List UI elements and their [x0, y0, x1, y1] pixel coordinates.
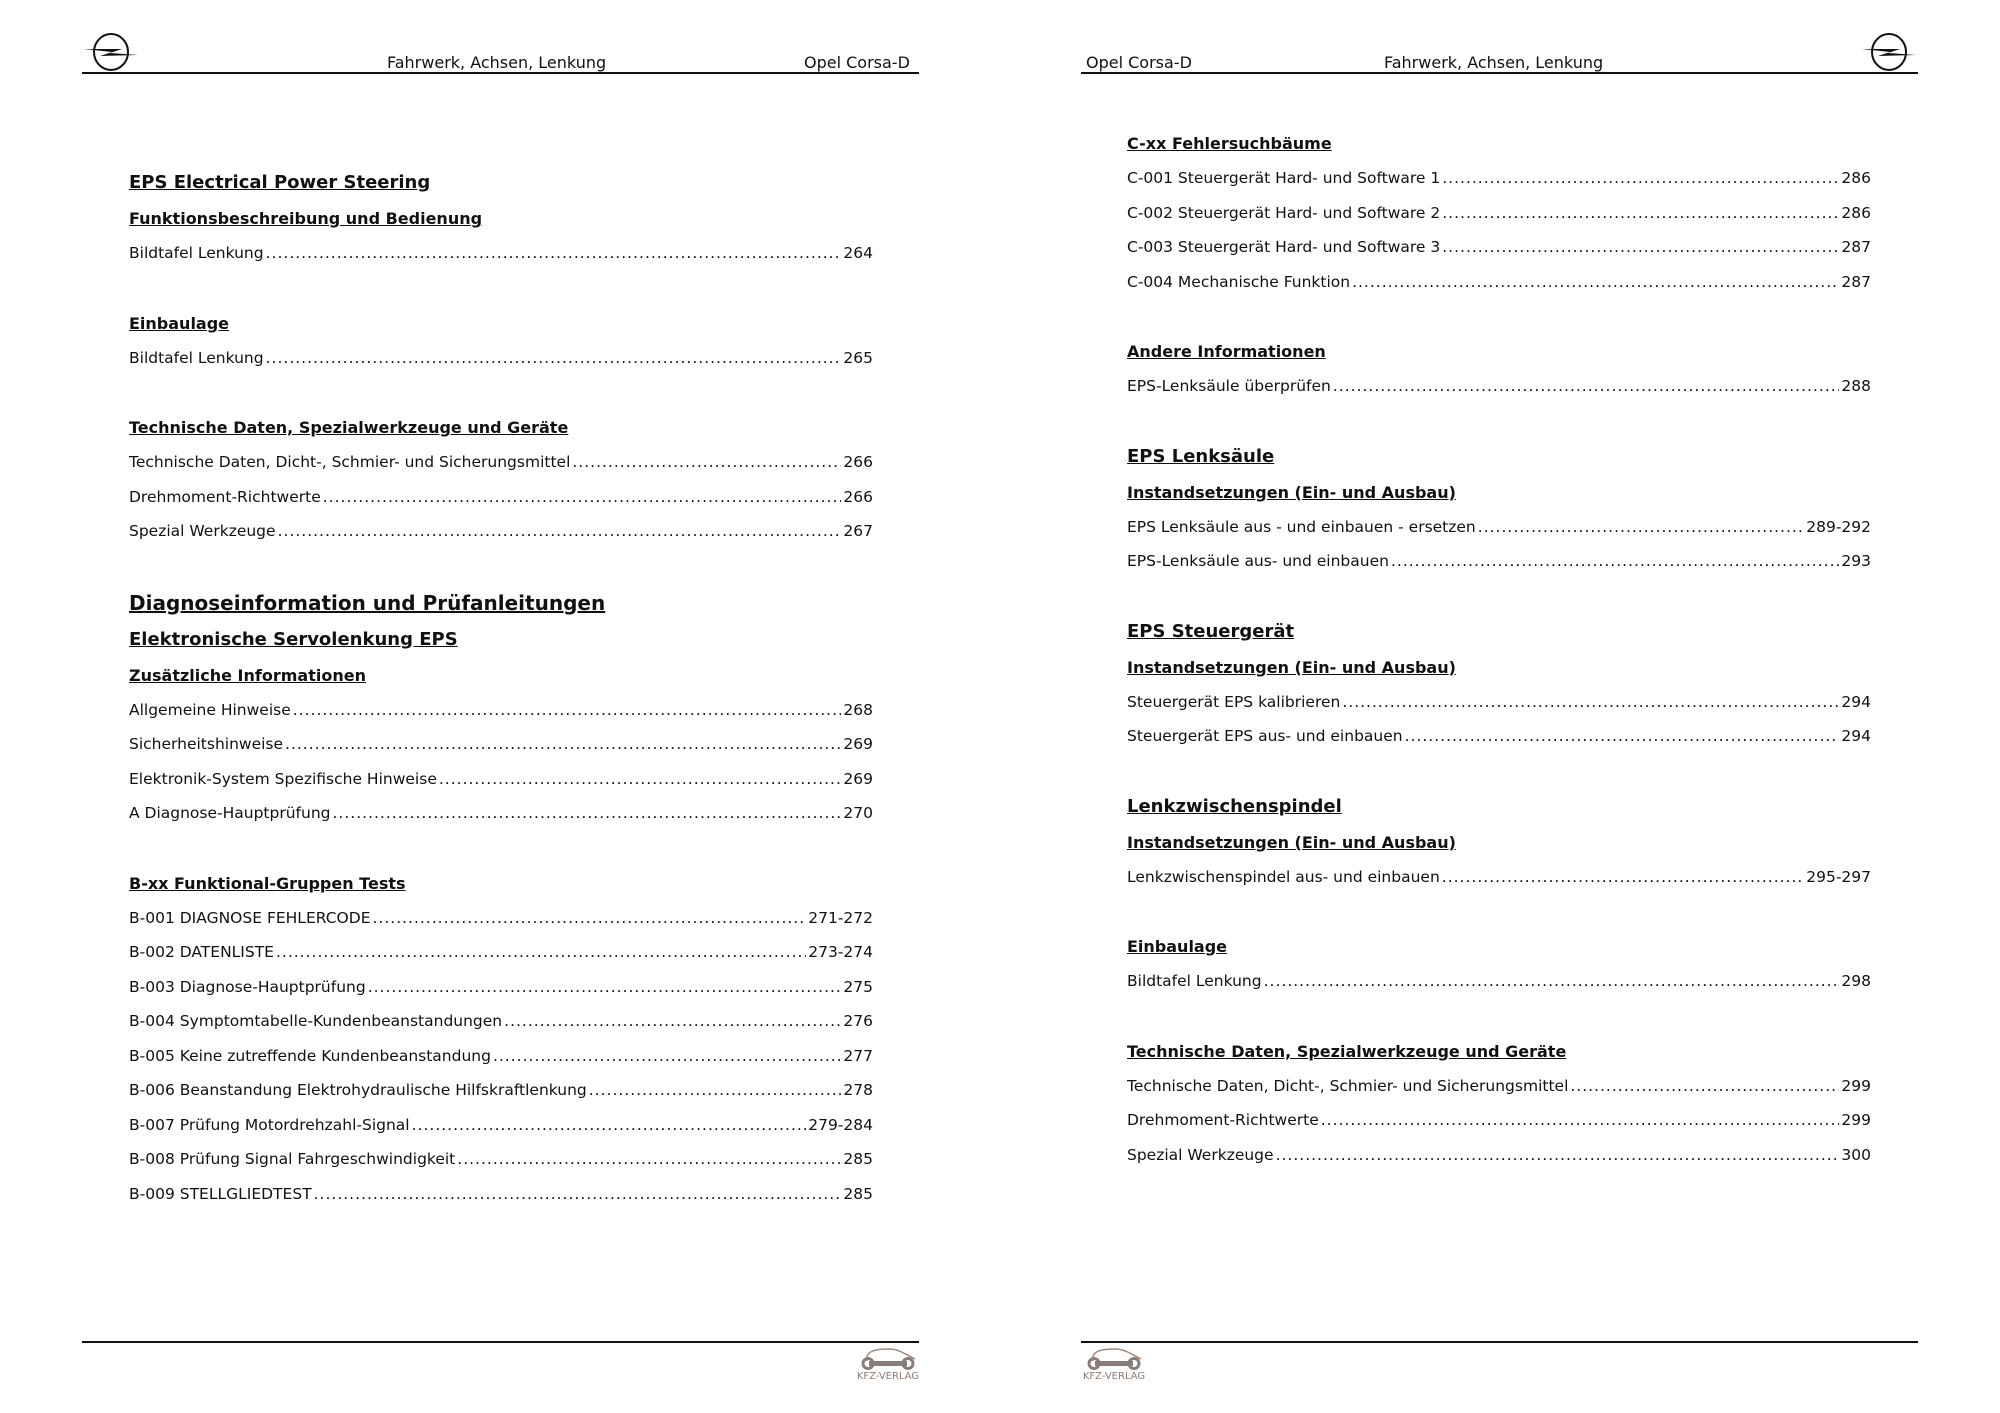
toc-entry[interactable] — [129, 480, 873, 515]
header-model: Opel Corsa-D — [1086, 53, 1192, 72]
dot-leader — [439, 762, 842, 797]
page-number: 288 — [1841, 377, 1871, 395]
dot-leader — [504, 1004, 841, 1039]
section-heading: Lenkzwischenspindel — [1127, 795, 1342, 817]
page-number: 269 — [843, 735, 873, 753]
subsection-heading: Instandsetzungen (Ein- und Ausbau) — [1127, 657, 1456, 677]
entry-title: A Diagnose-Hauptprüfung — [129, 804, 331, 822]
dot-leader — [412, 1108, 807, 1143]
opel-logo-icon — [82, 32, 140, 72]
toc-entry[interactable] — [1127, 964, 1871, 999]
entry-title: EPS-Lenksäule aus- und einbauen — [1127, 552, 1389, 570]
toc-entry[interactable] — [1127, 265, 1871, 300]
section-heading: EPS Lenksäule — [1127, 445, 1275, 467]
svg-text:KFZ-VERLAG: KFZ-VERLAG — [856, 1371, 920, 1382]
entry-title: Bildtafel Lenkung — [129, 348, 264, 367]
toc-entry[interactable] — [129, 1039, 873, 1074]
entry-title: Bildtafel Lenkung — [129, 244, 264, 262]
dot-leader — [1342, 685, 1839, 720]
page-number: 294 — [1841, 692, 1871, 711]
page-number: 294 — [1841, 727, 1871, 745]
kfz-verlag-logo-icon — [1081, 1345, 1147, 1385]
page-number: 270 — [843, 804, 873, 822]
entry-title: B-002 DATENLISTE — [129, 943, 274, 961]
page-number: 286 — [1841, 169, 1871, 187]
toc-entry[interactable] — [129, 901, 873, 936]
toc-entry[interactable] — [1127, 1138, 1871, 1173]
dot-leader — [1276, 1138, 1840, 1173]
header-divider — [82, 72, 919, 74]
spacer — [129, 375, 873, 410]
page-number: 289-292 — [1806, 517, 1871, 536]
page-number: 286 — [1841, 203, 1871, 222]
toc-entry[interactable] — [129, 693, 873, 728]
dot-leader — [368, 970, 842, 1005]
entry-title: B-005 Keine zutreffende Kundenbeanstandung — [129, 1046, 491, 1065]
toc-entry[interactable] — [1127, 196, 1871, 231]
entry-title: Drehmoment-Richtwerte — [1127, 1111, 1319, 1129]
dot-leader — [266, 236, 842, 271]
toc-entry[interactable] — [129, 1142, 873, 1177]
dot-leader — [266, 341, 842, 376]
spacer — [1127, 999, 1871, 1034]
table-of-contents — [129, 165, 873, 1211]
entry-title: Bildtafel Lenkung — [1127, 972, 1262, 990]
header-section-title: Fahrwerk, Achsen, Lenkung — [387, 53, 607, 72]
dot-leader — [1391, 544, 1839, 579]
dot-leader — [1352, 265, 1839, 300]
dot-leader — [589, 1073, 842, 1108]
spacer — [1127, 299, 1871, 334]
subsection-heading: Zusätzliche Informationen — [129, 665, 366, 685]
toc-entry[interactable] — [129, 236, 873, 271]
toc-entry[interactable] — [129, 1177, 873, 1212]
section-heading: EPS Electrical Power Steering — [129, 172, 431, 193]
page-number: 300 — [1841, 1145, 1871, 1164]
toc-entry[interactable] — [1127, 369, 1871, 404]
page-number: 268 — [843, 700, 873, 719]
dot-leader — [1570, 1069, 1839, 1104]
page-number: 275 — [843, 977, 873, 996]
page-number: 277 — [843, 1046, 873, 1065]
right-page — [1081, 0, 1921, 1413]
footer-divider — [82, 1341, 919, 1343]
header-section-title: Fahrwerk, Achsen, Lenkung — [1384, 53, 1604, 72]
toc-entry[interactable] — [1127, 1103, 1871, 1138]
dot-leader — [314, 1177, 842, 1212]
subsection-heading: Einbaulage — [1127, 937, 1228, 956]
toc-entry[interactable] — [129, 796, 873, 831]
section-heading: EPS Steuergerät — [1127, 620, 1295, 642]
page-number: 279-284 — [808, 1115, 873, 1134]
page-number: 269 — [843, 769, 873, 788]
footer-divider — [1081, 1341, 1918, 1343]
page-number: 287 — [1841, 272, 1871, 291]
toc-entry[interactable] — [129, 970, 873, 1005]
dot-leader — [1333, 369, 1840, 404]
toc-entry[interactable] — [129, 1108, 873, 1143]
dot-leader — [572, 445, 841, 480]
dot-leader — [278, 514, 842, 549]
page-number: 299 — [1841, 1111, 1871, 1129]
spacer — [1127, 894, 1871, 929]
dot-leader — [333, 796, 842, 831]
subsection-heading: Einbaulage — [129, 313, 230, 333]
entry-title: Elektronik-System Spezifische Hinweise — [129, 769, 437, 788]
toc-entry[interactable] — [129, 935, 873, 970]
toc-entry[interactable] — [1127, 719, 1871, 754]
entry-title: B-007 Prüfung Motordrehzahl-Signal — [129, 1115, 410, 1134]
section-heading: Diagnoseinformation und Prüfanleitungen — [129, 590, 606, 615]
spacer — [129, 831, 873, 866]
dot-leader — [276, 935, 806, 970]
page-number: 285 — [843, 1184, 873, 1203]
spacer — [1127, 754, 1871, 789]
entry-title: B-001 DIAGNOSE FEHLERCODE — [129, 908, 371, 927]
toc-entry[interactable] — [1127, 685, 1871, 720]
spacer — [129, 549, 873, 584]
subsection-heading: Instandsetzungen (Ein- und Ausbau) — [1127, 832, 1456, 852]
entry-title: Drehmoment-Richtwerte — [129, 487, 321, 506]
page-number: 278 — [843, 1081, 873, 1099]
subsection-heading: C-xx Fehlersuchbäume — [1127, 134, 1332, 153]
subsection-heading: B-xx Funktional-Gruppen Tests — [129, 873, 406, 893]
dot-leader — [1442, 161, 1839, 196]
entry-title: C-002 Steuergerät Hard- und Software 2 — [1127, 203, 1441, 222]
entry-title: B-006 Beanstandung Elektrohydraulische Hilfskraftlenkung — [129, 1081, 587, 1099]
spacer — [1127, 579, 1871, 614]
toc-entry[interactable] — [129, 445, 873, 480]
entry-title: B-008 Prüfung Signal Fahrgeschwindigkeit — [129, 1150, 456, 1168]
toc-entry[interactable] — [1127, 230, 1871, 265]
page-number: 295-297 — [1806, 867, 1871, 886]
spacer — [129, 271, 873, 306]
toc-entry[interactable] — [1127, 510, 1871, 545]
table-of-contents — [1127, 126, 1871, 1172]
toc-entry[interactable] — [1127, 1069, 1871, 1104]
dot-leader — [372, 901, 806, 936]
entry-title: C-004 Mechanische Funktion — [1127, 272, 1351, 291]
page-number: 293 — [1841, 552, 1871, 570]
header-model: Opel Corsa-D — [804, 53, 910, 72]
entry-title: EPS-Lenksäule überprüfen — [1127, 377, 1331, 395]
entry-title: B-004 Symptomtabelle-Kundenbeanstandungen — [129, 1012, 503, 1030]
toc-entry[interactable] — [129, 1073, 873, 1108]
svg-text:KFZ-VERLAG: KFZ-VERLAG — [1082, 1371, 1146, 1382]
page-number: 267 — [843, 522, 873, 540]
page-number: 264 — [843, 244, 873, 262]
dot-leader — [285, 727, 841, 762]
page-number: 265 — [843, 348, 873, 367]
entry-title: Sicherheitshinweise — [129, 735, 284, 753]
toc-entry[interactable] — [129, 727, 873, 762]
entry-title: C-003 Steuergerät Hard- und Software 3 — [1127, 238, 1441, 256]
entry-title: Technische Daten, Dicht-, Schmier- und Sicherungsmittel — [1127, 1076, 1569, 1095]
opel-logo-icon — [1860, 32, 1918, 72]
page-number: 266 — [843, 453, 873, 471]
entry-title: Steuergerät EPS kalibrieren — [1127, 692, 1341, 711]
toc-entry[interactable] — [129, 341, 873, 376]
entry-title: B-009 STELLGLIEDTEST — [129, 1184, 312, 1203]
toc-entry[interactable] — [129, 1004, 873, 1039]
toc-entry[interactable] — [129, 762, 873, 797]
entry-title: B-003 Diagnose-Hauptprüfung — [129, 977, 366, 996]
page-number: 276 — [843, 1012, 873, 1030]
dot-leader — [1264, 964, 1840, 999]
page-number: 298 — [1841, 972, 1871, 990]
dot-leader — [493, 1039, 841, 1074]
entry-title: C-001 Steuergerät Hard- und Software 1 — [1127, 169, 1441, 187]
dot-leader — [1442, 196, 1839, 231]
dot-leader — [323, 480, 842, 515]
page-number: 299 — [1841, 1076, 1871, 1095]
page-number: 287 — [1841, 238, 1871, 256]
page-number: 266 — [843, 487, 873, 506]
toc-entry[interactable] — [1127, 544, 1871, 579]
entry-title: Spezial Werkzeuge — [1127, 1145, 1274, 1164]
entry-title: Technische Daten, Dicht-, Schmier- und Sicherungsmittel — [129, 453, 571, 471]
toc-entry[interactable] — [129, 514, 873, 549]
kfz-verlag-logo-icon — [855, 1345, 921, 1385]
entry-title: EPS Lenksäule aus - und einbauen - ersetzen — [1127, 517, 1476, 536]
page-number: 285 — [843, 1150, 873, 1168]
subsection-heading: Instandsetzungen (Ein- und Ausbau) — [1127, 482, 1456, 502]
entry-title: Allgemeine Hinweise — [129, 700, 291, 719]
subsection-heading: Technische Daten, Spezialwerkzeuge und Geräte — [1127, 1041, 1567, 1061]
toc-entry[interactable] — [1127, 161, 1871, 196]
entry-title: Spezial Werkzeuge — [129, 522, 276, 540]
header-divider — [1081, 72, 1918, 74]
subsection-heading: Technische Daten, Spezialwerkzeuge und Geräte — [129, 418, 569, 437]
subsection-heading: Andere Informationen — [1127, 342, 1326, 361]
dot-leader — [457, 1142, 841, 1177]
dot-leader — [1442, 860, 1804, 895]
entry-title: Lenkzwischenspindel aus- und einbauen — [1127, 867, 1440, 886]
dot-leader — [1442, 230, 1839, 265]
spacer — [1127, 404, 1871, 439]
left-page — [82, 0, 922, 1413]
dot-leader — [293, 693, 842, 728]
entry-title: Steuergerät EPS aus- und einbauen — [1127, 727, 1403, 745]
subsection-heading: Funktionsbeschreibung und Bedienung — [129, 209, 483, 228]
page-number: 271-272 — [808, 908, 873, 927]
toc-entry[interactable] — [1127, 860, 1871, 895]
dot-leader — [1321, 1103, 1840, 1138]
section-heading: Elektronische Servolenkung EPS — [129, 628, 458, 650]
dot-leader — [1478, 510, 1804, 545]
dot-leader — [1405, 719, 1840, 754]
page-number: 273-274 — [808, 943, 873, 961]
